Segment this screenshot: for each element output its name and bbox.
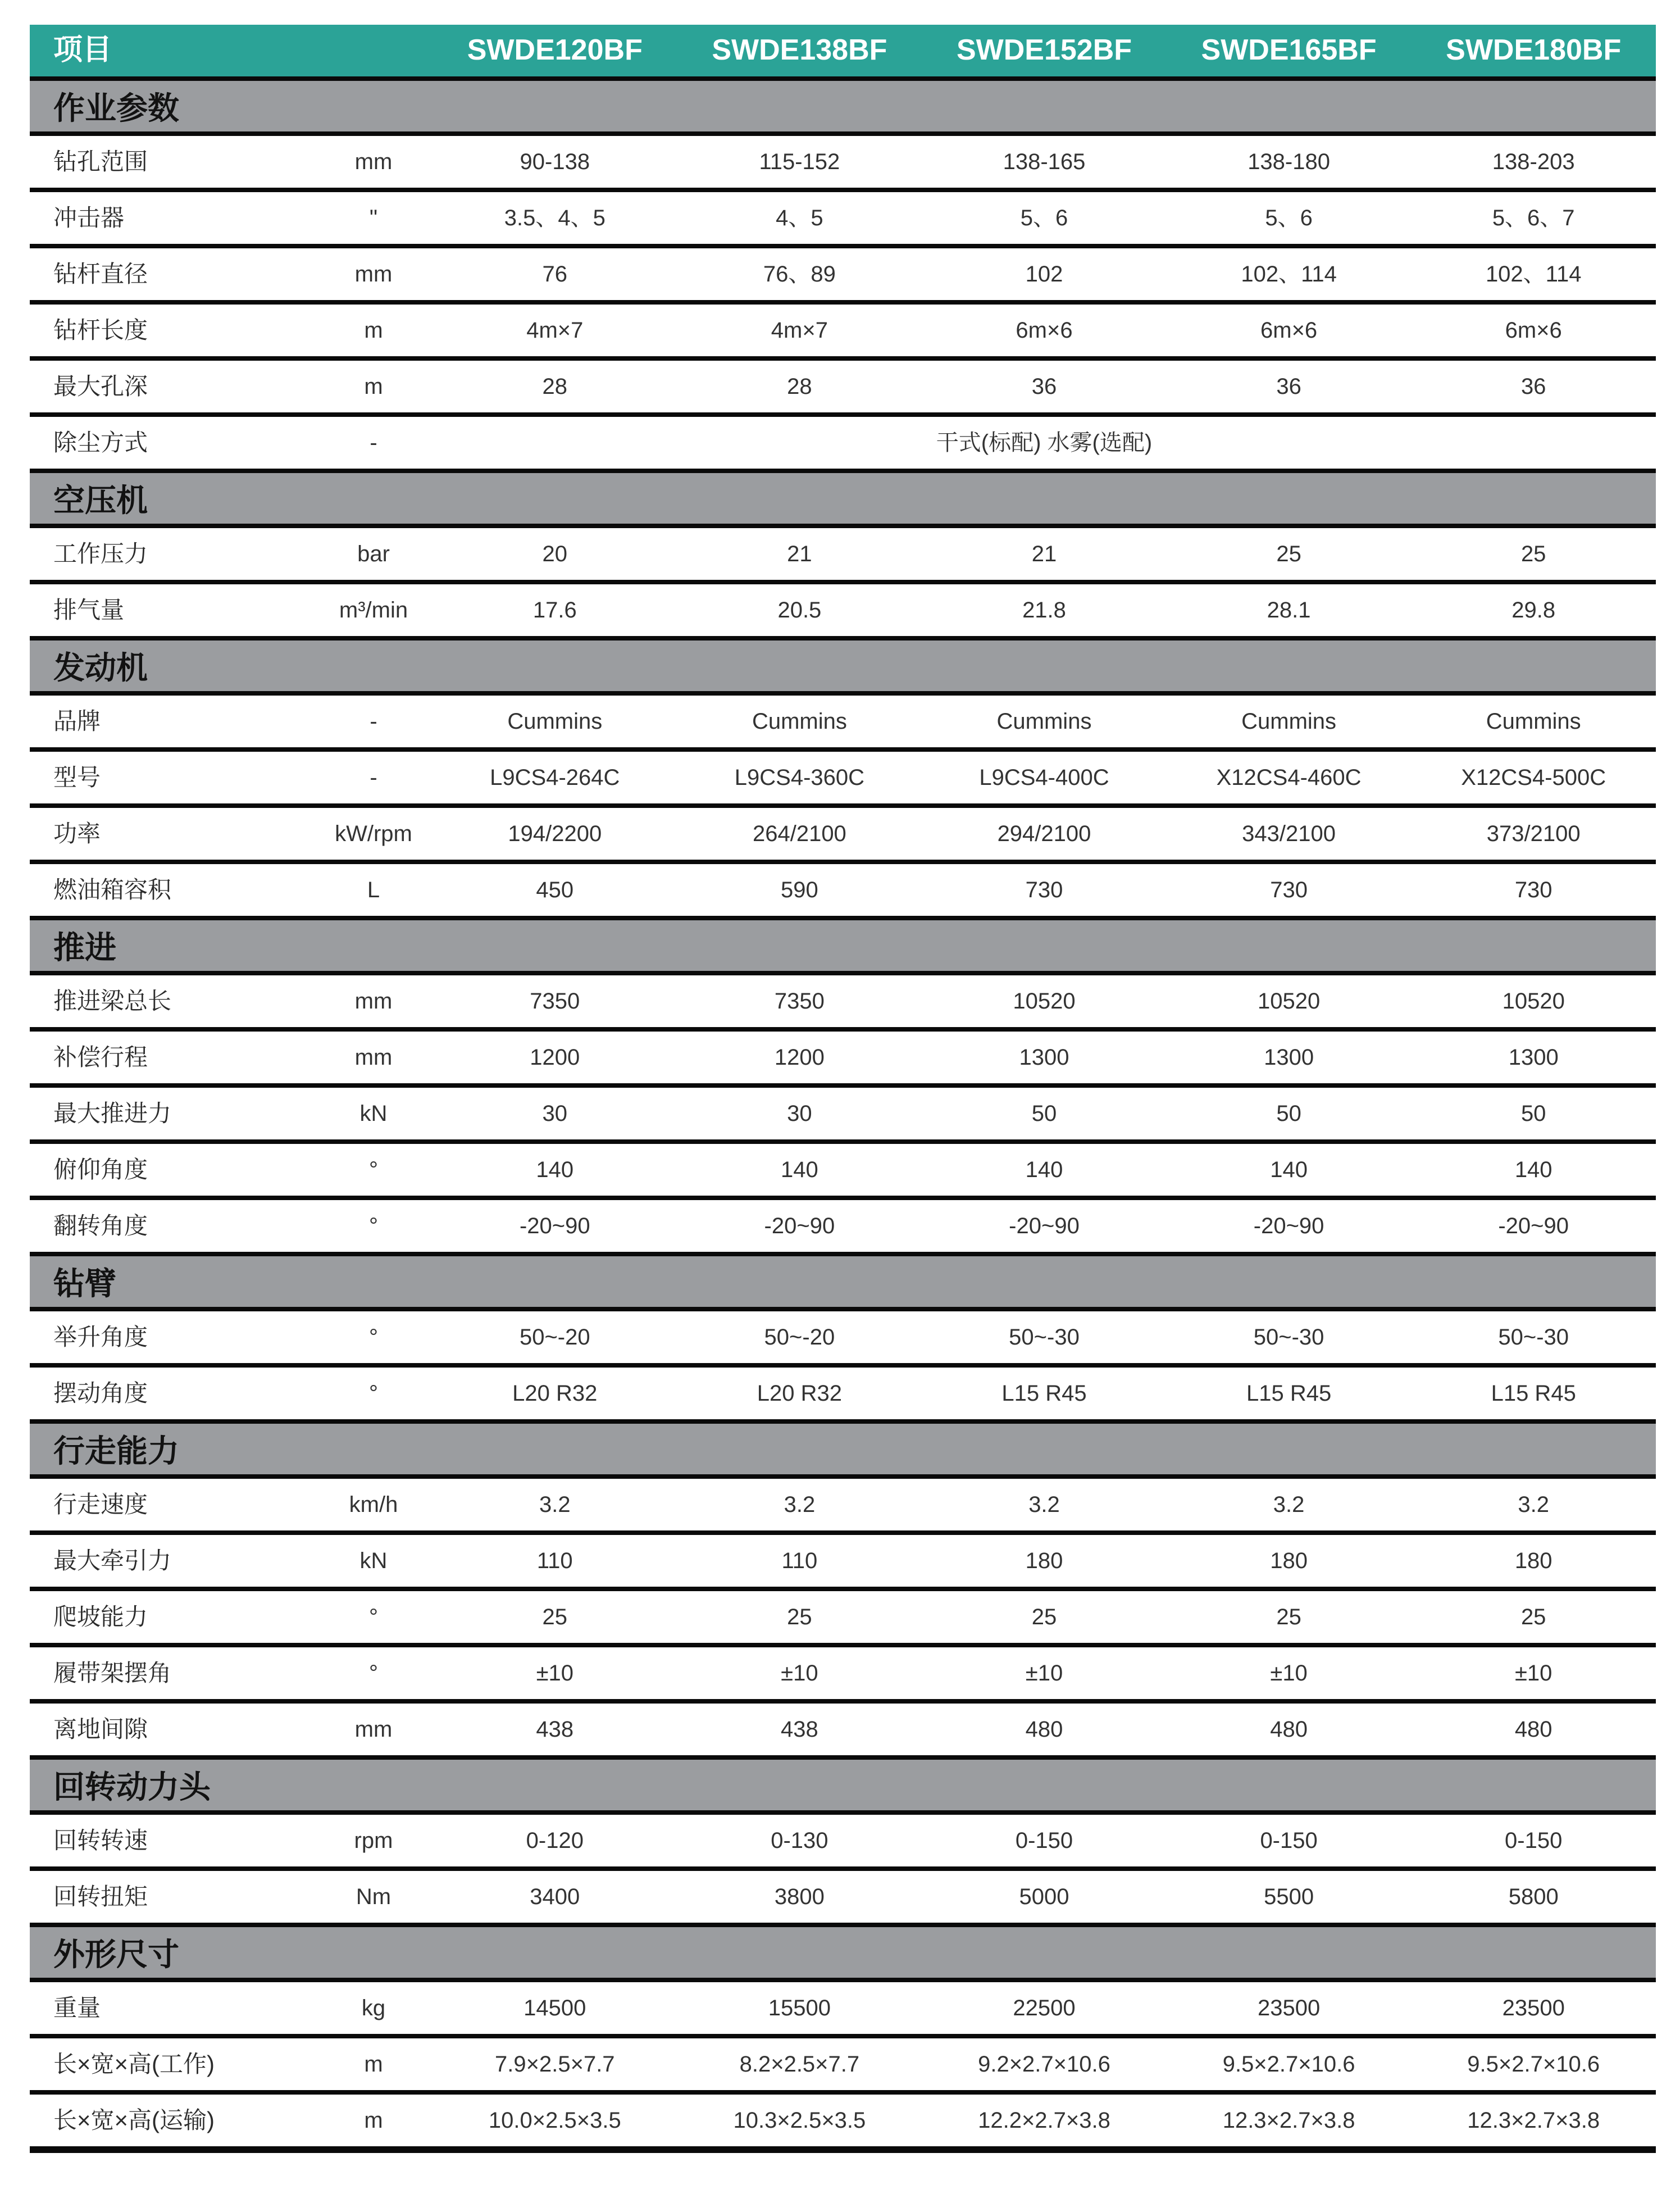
row-unit: Nm	[356, 1884, 391, 1909]
value-cell: 7350	[774, 989, 825, 1014]
value-cell: 140	[1514, 1157, 1552, 1182]
table-row	[30, 248, 1656, 305]
value-cell: 4、5	[776, 206, 823, 230]
value-cell: 1300	[1264, 1045, 1314, 1070]
table-row	[30, 808, 1656, 864]
value-cell: 3.2	[1028, 1492, 1060, 1517]
table-row	[30, 136, 1656, 192]
table-row	[30, 1032, 1656, 1088]
value-cell: 0-150	[1015, 1828, 1073, 1853]
row-label: 排气量	[53, 596, 125, 623]
header-model-1: SWDE138BF	[712, 34, 887, 67]
row-unit: °	[369, 1661, 378, 1686]
row-label: 长×宽×高(运输)	[53, 2106, 215, 2133]
value-cell: 21	[787, 542, 812, 566]
row-unit: kN	[359, 1101, 388, 1126]
value-cell: L20 R32	[757, 1381, 842, 1406]
row-unit: -	[370, 709, 377, 734]
value-cell: 6m×6	[1016, 318, 1073, 343]
section-title: 回转动力头	[53, 1769, 211, 1805]
row-label: 型号	[53, 764, 101, 791]
value-cell: 480	[1025, 1717, 1063, 1742]
section-header	[30, 641, 1656, 696]
row-label: 回转扭矩	[53, 1883, 148, 1910]
value-cell: 25	[1031, 1605, 1057, 1629]
table-row	[30, 1368, 1656, 1424]
value-cell: 30	[542, 1101, 568, 1126]
value-cell: 23500	[1502, 1996, 1565, 2020]
row-unit: kg	[361, 1996, 386, 2020]
row-label: 最大孔深	[53, 373, 148, 399]
section-title: 行走能力	[53, 1433, 179, 1469]
row-label: 工作压力	[53, 540, 148, 567]
row-label: 俯仰角度	[53, 1156, 148, 1183]
value-cell: 12.3×2.7×3.8	[1222, 2108, 1355, 2133]
table-row	[30, 1479, 1656, 1535]
table-row	[30, 1200, 1656, 1256]
table-row	[30, 1088, 1656, 1144]
row-unit: m³/min	[339, 598, 408, 623]
value-cell: 264/2100	[752, 821, 846, 846]
value-cell: 10520	[1013, 989, 1076, 1014]
value-cell: 50~-30	[1009, 1325, 1080, 1350]
value-cell: 0-150	[1505, 1828, 1563, 1853]
header-model-3: SWDE165BF	[1201, 34, 1377, 67]
value-cell: 0-150	[1260, 1828, 1318, 1853]
value-cell: 50~-30	[1253, 1325, 1324, 1350]
value-cell: 5500	[1264, 1884, 1314, 1909]
value-cell-span: 干式(标配) 水雾(选配)	[936, 430, 1153, 455]
value-cell: 450	[536, 878, 574, 902]
row-unit: -	[370, 765, 377, 790]
table-row	[30, 192, 1656, 248]
row-unit: mm	[354, 1717, 393, 1742]
row-label: 摆动角度	[53, 1379, 148, 1406]
value-cell: 9.2×2.7×10.6	[978, 2052, 1110, 2077]
row-label: 重量	[53, 1994, 101, 2021]
value-cell: 0-120	[526, 1828, 584, 1853]
value-cell: 76、89	[763, 262, 836, 287]
value-cell: 23500	[1257, 1996, 1321, 2020]
value-cell: 36	[1276, 374, 1301, 399]
value-cell: 29.8	[1511, 598, 1556, 623]
row-unit: mm	[354, 262, 393, 287]
value-cell: 14500	[523, 1996, 586, 2020]
value-cell: 25	[542, 1605, 568, 1629]
value-cell: 140	[781, 1157, 818, 1182]
row-unit: mm	[354, 1045, 393, 1070]
section-title: 钻臂	[53, 1266, 116, 1301]
section-header	[30, 1424, 1656, 1479]
value-cell: -20~90	[519, 1214, 590, 1238]
value-cell: 180	[1270, 1548, 1308, 1573]
row-unit: mm	[354, 149, 393, 174]
row-unit: L	[367, 878, 380, 902]
header-model-0: SWDE120BF	[467, 34, 643, 67]
row-label: 翻转角度	[53, 1212, 148, 1239]
value-cell: 10.3×2.5×3.5	[733, 2108, 866, 2133]
value-cell: 7350	[530, 989, 580, 1014]
value-cell: Cummins	[507, 709, 603, 734]
section-header	[30, 920, 1656, 975]
row-label: 行走速度	[53, 1491, 148, 1518]
row-unit: "	[369, 206, 378, 230]
row-label: 最大推进力	[53, 1100, 172, 1127]
value-cell: 50~-30	[1498, 1325, 1569, 1350]
value-cell: L9CS4-360C	[734, 765, 865, 790]
row-label: 除尘方式	[53, 429, 148, 456]
row-label: 冲击器	[53, 204, 125, 231]
value-cell: 194/2200	[508, 821, 602, 846]
value-cell: L9CS4-264C	[490, 765, 620, 790]
table-row	[30, 584, 1656, 641]
spec-table	[30, 25, 1656, 2153]
value-cell: 180	[1514, 1548, 1552, 1573]
value-cell: X12CS4-460C	[1216, 765, 1362, 790]
row-unit: bar	[357, 542, 390, 566]
row-unit: °	[369, 1605, 378, 1629]
value-cell: 110	[536, 1548, 573, 1573]
value-cell: 730	[1025, 878, 1063, 902]
value-cell: 50	[1276, 1101, 1301, 1126]
value-cell: 438	[536, 1717, 574, 1742]
table-row	[30, 975, 1656, 1032]
section-title: 发动机	[53, 650, 148, 685]
value-cell: 3.5、4、5	[504, 206, 605, 230]
value-cell: 36	[1031, 374, 1057, 399]
value-cell: 20.5	[777, 598, 822, 623]
row-unit: mm	[354, 989, 393, 1014]
table-row	[30, 1144, 1656, 1200]
value-cell: ±10	[536, 1661, 574, 1686]
value-cell: 50~-20	[519, 1325, 590, 1350]
value-cell: 21.8	[1022, 598, 1066, 623]
value-cell: ±10	[1270, 1661, 1308, 1686]
value-cell: 21	[1031, 542, 1057, 566]
value-cell: 590	[781, 878, 818, 902]
row-unit: °	[369, 1214, 378, 1238]
table-row	[30, 1871, 1656, 1927]
value-cell: 5000	[1019, 1884, 1069, 1909]
row-label: 举升角度	[53, 1323, 148, 1350]
value-cell: L15 R45	[1246, 1381, 1332, 1406]
value-cell: L9CS4-400C	[979, 765, 1109, 790]
table-row	[30, 1704, 1656, 1760]
section-header	[30, 1760, 1656, 1815]
value-cell: 12.2×2.7×3.8	[978, 2108, 1110, 2133]
value-cell: 25	[1276, 542, 1301, 566]
value-cell: ±10	[1514, 1661, 1552, 1686]
header-model-4: SWDE180BF	[1446, 34, 1622, 67]
value-cell: 373/2100	[1486, 821, 1581, 846]
value-cell: 22500	[1013, 1996, 1076, 2020]
row-label: 钻杆直径	[53, 260, 148, 287]
value-cell: 5800	[1508, 1884, 1559, 1909]
value-cell: 115-152	[759, 149, 840, 174]
table-row	[30, 1647, 1656, 1704]
header-model-2: SWDE152BF	[956, 34, 1132, 67]
value-cell: 138-180	[1248, 149, 1330, 174]
value-cell: 140	[536, 1157, 574, 1182]
table-row	[30, 752, 1656, 808]
value-cell: 50	[1520, 1101, 1546, 1126]
header-item-label: 项目	[53, 34, 112, 67]
value-cell: 3.2	[1518, 1492, 1549, 1517]
value-cell: ±10	[1025, 1661, 1063, 1686]
value-cell: L15 R45	[1491, 1381, 1576, 1406]
value-cell: 140	[1025, 1157, 1063, 1182]
row-label: 钻杆长度	[53, 316, 148, 343]
section-title: 外形尺寸	[53, 1937, 179, 1972]
value-cell: 140	[1270, 1157, 1308, 1182]
value-cell: 28	[787, 374, 812, 399]
value-cell: 10.0×2.5×3.5	[488, 2108, 621, 2133]
table-row	[30, 1311, 1656, 1368]
row-label: 功率	[53, 820, 101, 847]
value-cell: 76	[542, 262, 568, 287]
row-unit: -	[370, 430, 377, 455]
value-cell: 102、114	[1241, 262, 1337, 287]
row-unit: rpm	[354, 1828, 393, 1853]
value-cell: 25	[1520, 542, 1546, 566]
value-cell: L20 R32	[512, 1381, 598, 1406]
row-unit: °	[369, 1325, 378, 1350]
value-cell: 3800	[774, 1884, 825, 1909]
value-cell: 90-138	[520, 149, 590, 174]
value-cell: 25	[787, 1605, 812, 1629]
table-row	[30, 305, 1656, 361]
row-unit: km/h	[349, 1492, 398, 1517]
row-label: 燃油箱容积	[53, 876, 172, 903]
row-unit: kN	[359, 1548, 388, 1573]
section-header	[30, 473, 1656, 528]
row-label: 爬坡能力	[53, 1603, 148, 1630]
table-row	[30, 1815, 1656, 1871]
value-cell: 3.2	[539, 1492, 571, 1517]
value-cell: Cummins	[752, 709, 847, 734]
value-cell: 138-165	[1003, 149, 1086, 174]
table-row	[30, 417, 1656, 473]
table-row	[30, 1535, 1656, 1591]
value-cell: 28	[542, 374, 568, 399]
value-cell: -20~90	[1498, 1214, 1569, 1238]
value-cell: 4m×7	[526, 318, 584, 343]
row-unit: m	[364, 2108, 383, 2133]
value-cell: 9.5×2.7×10.6	[1222, 2052, 1355, 2077]
value-cell: 50	[1031, 1101, 1057, 1126]
table-row	[30, 361, 1656, 417]
value-cell: 36	[1520, 374, 1546, 399]
table-row	[30, 1982, 1656, 2038]
value-cell: 110	[781, 1548, 818, 1573]
value-cell: 17.6	[532, 598, 577, 623]
value-cell: 180	[1025, 1548, 1063, 1573]
row-label: 回转转速	[53, 1827, 148, 1854]
value-cell: 15500	[768, 1996, 831, 2020]
value-cell: 9.5×2.7×10.6	[1467, 2052, 1600, 2077]
row-unit: °	[369, 1157, 378, 1182]
row-label: 履带架摆角	[53, 1659, 172, 1686]
value-cell: 28.1	[1267, 598, 1311, 623]
row-label: 离地间隙	[53, 1715, 148, 1742]
value-cell: 5、6、7	[1492, 206, 1575, 230]
value-cell: 8.2×2.5×7.7	[739, 2052, 860, 2077]
value-cell: 1300	[1019, 1045, 1069, 1070]
value-cell: 5、6	[1265, 206, 1313, 230]
value-cell: 4m×7	[771, 318, 828, 343]
table-header-row	[30, 25, 1656, 81]
value-cell: ±10	[781, 1661, 818, 1686]
row-unit: m	[364, 2052, 383, 2077]
value-cell: Cummins	[1486, 709, 1581, 734]
table-row	[30, 528, 1656, 584]
section-header	[30, 81, 1656, 136]
table-row	[30, 864, 1656, 920]
value-cell: 6m×6	[1505, 318, 1562, 343]
value-cell: 480	[1514, 1717, 1552, 1742]
value-cell: 7.9×2.5×7.7	[495, 2052, 615, 2077]
value-cell: -20~90	[764, 1214, 835, 1238]
value-cell: 10520	[1257, 989, 1321, 1014]
row-label: 钻孔范围	[53, 148, 148, 175]
row-label: 最大牵引力	[53, 1547, 172, 1574]
value-cell: -20~90	[1253, 1214, 1324, 1238]
row-unit: m	[364, 374, 383, 399]
section-header	[30, 1927, 1656, 1982]
value-cell: 3.2	[1273, 1492, 1305, 1517]
section-title: 推进	[53, 930, 116, 965]
value-cell: 480	[1270, 1717, 1308, 1742]
row-unit: °	[369, 1381, 378, 1406]
table-row	[30, 1591, 1656, 1647]
value-cell: 730	[1514, 878, 1552, 902]
value-cell: 438	[781, 1717, 818, 1742]
value-cell: 294/2100	[997, 821, 1091, 846]
value-cell: 1200	[774, 1045, 825, 1070]
value-cell: L15 R45	[1001, 1381, 1087, 1406]
value-cell: 730	[1270, 878, 1308, 902]
value-cell: 12.3×2.7×3.8	[1467, 2108, 1600, 2133]
value-cell: 343/2100	[1242, 821, 1336, 846]
row-label: 长×宽×高(工作)	[53, 2050, 215, 2077]
value-cell: 3.2	[784, 1492, 816, 1517]
value-cell: -20~90	[1009, 1214, 1080, 1238]
row-label: 推进梁总长	[53, 987, 172, 1014]
row-unit: kW/rpm	[335, 821, 412, 846]
value-cell: 102	[1025, 262, 1063, 287]
value-cell: 50~-20	[764, 1325, 835, 1350]
value-cell: 10520	[1502, 989, 1565, 1014]
table-row	[30, 2095, 1656, 2153]
value-cell: 1300	[1508, 1045, 1559, 1070]
section-title: 空压机	[53, 483, 148, 518]
row-unit: m	[364, 318, 383, 343]
value-cell: 30	[787, 1101, 812, 1126]
value-cell: 6m×6	[1260, 318, 1318, 343]
value-cell: 20	[542, 542, 568, 566]
value-cell: 3400	[530, 1884, 580, 1909]
value-cell: 1200	[530, 1045, 580, 1070]
table-row	[30, 696, 1656, 752]
value-cell: 138-203	[1492, 149, 1575, 174]
section-title: 作业参数	[53, 90, 179, 126]
value-cell: 102、114	[1485, 262, 1582, 287]
value-cell: X12CS4-500C	[1461, 765, 1606, 790]
value-cell: Cummins	[1241, 709, 1337, 734]
row-label: 补偿行程	[53, 1043, 148, 1070]
row-label: 品牌	[53, 707, 101, 734]
value-cell: 5、6	[1020, 206, 1068, 230]
value-cell: 25	[1276, 1605, 1301, 1629]
value-cell: 0-130	[771, 1828, 828, 1853]
value-cell: 25	[1520, 1605, 1546, 1629]
table-row	[30, 2038, 1656, 2095]
value-cell: Cummins	[996, 709, 1092, 734]
section-header	[30, 1256, 1656, 1311]
